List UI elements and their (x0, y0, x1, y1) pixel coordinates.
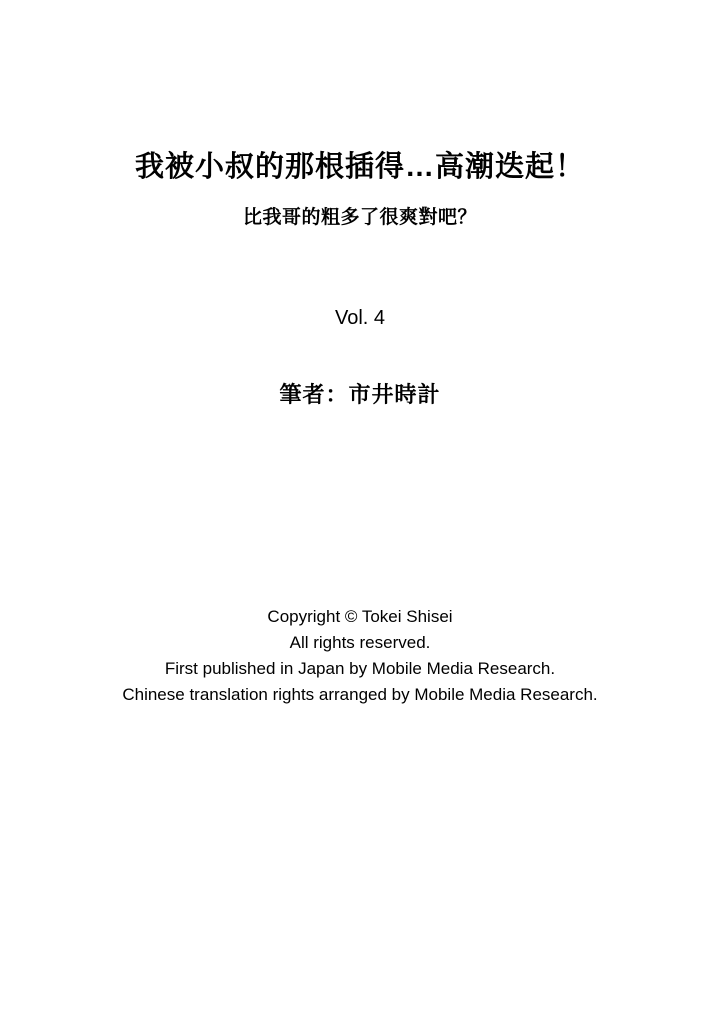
page-title: 我被小叔的那根插得…高潮迭起！ (134, 151, 585, 183)
copyright-line-4: Chinese translation rights arranged by Mobile Media Research. (122, 685, 598, 704)
volume-label: Vol. 4 (334, 307, 386, 329)
copyright-block (0, 604, 720, 708)
title-block (0, 150, 720, 230)
copyright-line-1: Copyright © Tokei Shisei (267, 607, 453, 626)
page-subtitle: 比我哥的粗多了很爽對吧？ (242, 206, 477, 228)
author-label: 筆者：市井時計 (279, 382, 441, 407)
copyright-line-3: First published in Japan by Mobile Media Research. (164, 659, 556, 678)
copyright-line-2: All rights reserved. (289, 633, 431, 652)
